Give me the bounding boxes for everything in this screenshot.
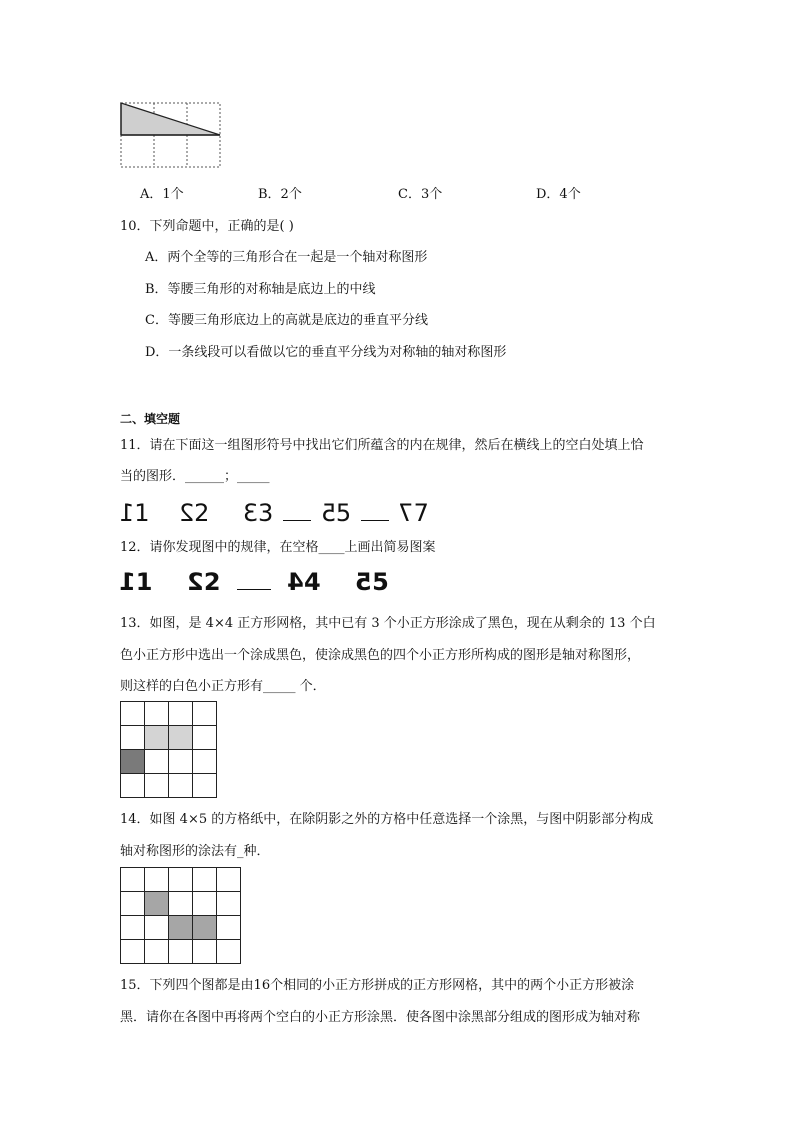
grid-cell[interactable] xyxy=(169,702,193,726)
grid-cell[interactable] xyxy=(121,726,145,750)
grid-cell[interactable] xyxy=(193,940,217,964)
q9-option-c: C．3个 xyxy=(398,187,443,202)
grid-cell[interactable] xyxy=(145,750,169,774)
grid-cell[interactable] xyxy=(169,774,193,798)
q11-blank-1[interactable] xyxy=(283,520,311,521)
q13-grid xyxy=(120,701,217,798)
q13-line-1: 13．如图，是 4×4 正方形网格，其中已有 3 个小正方形涂成了黑色，现在从剩余的 13 个白 xyxy=(120,616,656,631)
q11-symbol-2: 22 xyxy=(177,499,211,527)
grid-cell[interactable] xyxy=(145,916,169,940)
shaded-cell xyxy=(145,726,169,750)
grid-cell[interactable] xyxy=(145,702,169,726)
grid-cell[interactable] xyxy=(217,868,241,892)
grid-cell[interactable] xyxy=(169,892,193,916)
grid-cell[interactable] xyxy=(193,892,217,916)
q9-option-a: A．1个 xyxy=(140,187,184,202)
q11-symbol-3: 33 xyxy=(241,499,275,527)
q10-stem: 10．下列命题中，正确的是( ) xyxy=(120,219,294,234)
grid-cell[interactable] xyxy=(169,868,193,892)
q12-symbol-1: 11 xyxy=(118,568,154,596)
grid-cell[interactable] xyxy=(145,868,169,892)
q10-option-c: C．等腰三角形底边上的高就是底边的垂直平分线 xyxy=(145,313,428,328)
shaded-cell xyxy=(121,750,145,774)
grid-cell[interactable] xyxy=(217,916,241,940)
shaded-cell xyxy=(169,916,193,940)
q15-line-2: 黑．请你在各图中再将两个空白的小正方形涂黑．使各图中涂黑部分组成的图形成为轴对称 xyxy=(120,1010,641,1025)
q9-option-d: D．4个 xyxy=(536,187,581,202)
q11-line-1: 11．请在下面这一组图形符号中找出它们所蕴含的内在规律，然后在横线上的空白处填上恰 xyxy=(120,438,644,453)
grid-cell[interactable] xyxy=(121,774,145,798)
grid-cell[interactable] xyxy=(169,750,193,774)
q12-symbol-5: 55 xyxy=(354,568,390,596)
shaded-triangle xyxy=(121,103,220,135)
q12-symbol-2: 22 xyxy=(186,568,222,596)
q15-line-1: 15．下列四个图都是由16个相同的小正方形拼成的正方形网格，其中的两个小正方形被涂 xyxy=(120,978,635,993)
q12-blank[interactable] xyxy=(237,589,271,590)
grid-cell[interactable] xyxy=(193,726,217,750)
grid-cell[interactable] xyxy=(193,750,217,774)
grid-cell[interactable] xyxy=(193,868,217,892)
grid-cell[interactable] xyxy=(121,868,145,892)
q11-line-2: 当的图形．______；_____ xyxy=(120,469,270,484)
shaded-cell xyxy=(193,916,217,940)
q9-option-b: B．2个 xyxy=(258,187,302,202)
q9-figure xyxy=(118,100,224,172)
grid-cell[interactable] xyxy=(121,916,145,940)
section-heading: 二、填空题 xyxy=(120,412,181,426)
grid-cell[interactable] xyxy=(169,940,193,964)
q13-line-3: 则这样的白色小正方形有_____ 个． xyxy=(120,679,326,694)
q14-line-2: 轴对称图形的涂法有_种． xyxy=(120,844,270,859)
grid-cell[interactable] xyxy=(121,892,145,916)
shaded-cell xyxy=(169,726,193,750)
q11-symbol-7: 77 xyxy=(397,499,430,527)
q12-stem: 12．请你发现图中的规律，在空格____上画出简易图案 xyxy=(120,540,436,555)
shaded-cell xyxy=(145,892,169,916)
grid-cell[interactable] xyxy=(121,940,145,964)
grid-cell[interactable] xyxy=(217,940,241,964)
q12-symbol-row xyxy=(118,569,390,595)
q11-symbol-1: 11 xyxy=(118,499,151,527)
q14-grid xyxy=(120,867,241,964)
grid-cell[interactable] xyxy=(121,702,145,726)
grid-cell[interactable] xyxy=(193,774,217,798)
q10-option-a: A．两个全等的三角形合在一起是一个轴对称图形 xyxy=(145,250,428,265)
grid-cell[interactable] xyxy=(145,774,169,798)
grid-cell[interactable] xyxy=(217,892,241,916)
q11-blank-2[interactable] xyxy=(361,520,389,521)
q10-option-d: D．一条线段可以看做以它的垂直平分线为对称轴的轴对称图形 xyxy=(145,345,507,360)
q13-line-2: 色小正方形中选出一个涂成黑色，使涂成黑色的四个小正方形所构成的图形是轴对称图形， xyxy=(120,648,641,663)
grid-cell[interactable] xyxy=(193,702,217,726)
q10-option-b: B．等腰三角形的对称轴是底边上的中线 xyxy=(145,282,376,297)
q11-symbol-row xyxy=(118,500,430,526)
q14-line-1: 14．如图 4×5 的方格纸中，在除阴影之外的方格中任意选择一个涂黑，与图中阴影部分构成 xyxy=(120,812,654,827)
q11-symbol-5: 55 xyxy=(319,499,353,527)
grid-cell[interactable] xyxy=(145,940,169,964)
q12-symbol-4: 44 xyxy=(286,568,322,596)
